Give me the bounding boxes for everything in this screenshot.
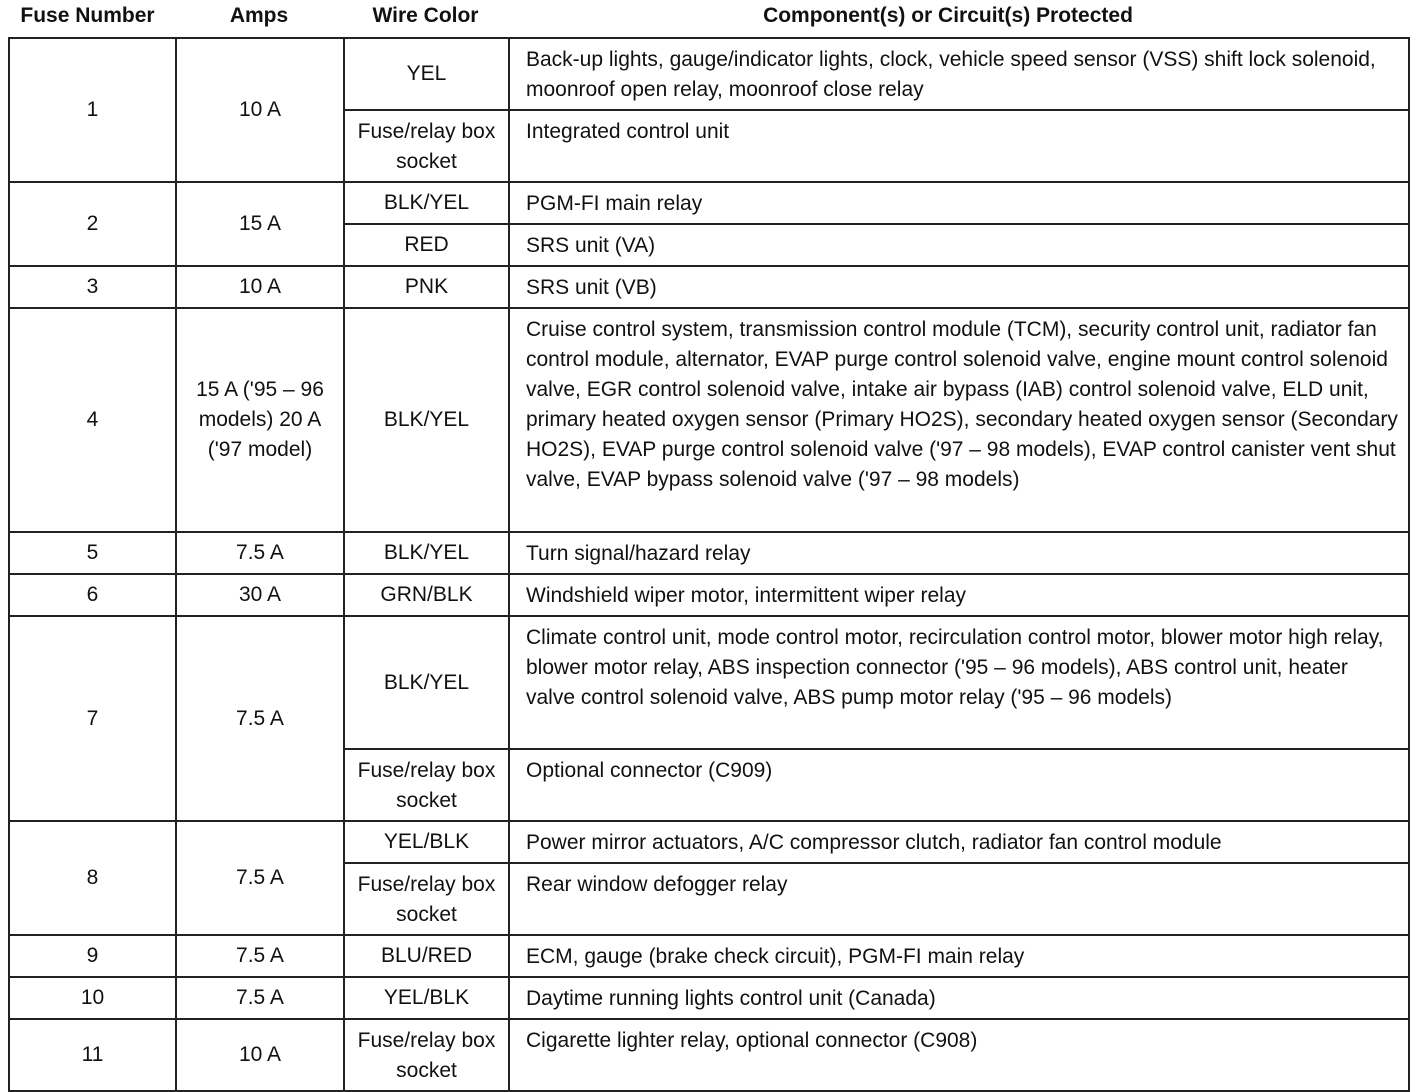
wire-color-cell: RED — [344, 224, 509, 266]
table-row — [9, 532, 1409, 574]
wire-color-cell: BLK/YEL — [344, 308, 509, 532]
component-cell: Turn signal/hazard relay — [509, 532, 1409, 574]
table-row — [9, 821, 1409, 863]
component-cell: Cigarette lighter relay, optional connector (C908) — [509, 1019, 1409, 1091]
table-row — [9, 935, 1409, 977]
fuse-number-cell: 1 — [9, 38, 176, 182]
component-cell: Daytime running lights control unit (Canada) — [509, 977, 1409, 1019]
header-fuse-number: Fuse Number — [20, 4, 155, 27]
component-cell: Rear window defogger relay — [509, 863, 1409, 935]
amps-cell: 10 A — [176, 38, 344, 182]
fuse-number-cell: 4 — [9, 308, 176, 532]
component-cell: Power mirror actuators, A/C compressor clutch, radiator fan control module — [509, 821, 1409, 863]
amps-cell: 15 A — [176, 182, 344, 266]
wire-color-cell: YEL/BLK — [344, 821, 509, 863]
amps-cell: 10 A — [176, 1019, 344, 1091]
component-cell: SRS unit (VB) — [509, 266, 1409, 308]
wire-color-cell: Fuse/relay box socket — [344, 749, 509, 821]
header-amps: Amps — [229, 4, 289, 27]
wire-color-cell: PNK — [344, 266, 509, 308]
wire-color-cell: Fuse/relay box socket — [344, 1019, 509, 1091]
wire-color-cell: BLK/YEL — [344, 532, 509, 574]
wire-color-cell: Fuse/relay box socket — [344, 110, 509, 182]
wire-color-cell: YEL — [344, 38, 509, 110]
amps-cell: 7.5 A — [176, 935, 344, 977]
fuse-number-cell: 5 — [9, 532, 176, 574]
fuse-table — [8, 37, 1410, 1092]
wire-color-cell: BLU/RED — [344, 935, 509, 977]
wire-color-cell: BLK/YEL — [344, 182, 509, 224]
component-cell: PGM-FI main relay — [509, 182, 1409, 224]
table-row — [9, 308, 1409, 532]
fuse-number-cell: 9 — [9, 935, 176, 977]
fuse-number-cell: 11 — [9, 1019, 176, 1091]
amps-cell: 10 A — [176, 266, 344, 308]
component-cell: Windshield wiper motor, intermittent wiper relay — [509, 574, 1409, 616]
wire-color-cell: Fuse/relay box socket — [344, 863, 509, 935]
table-row — [9, 574, 1409, 616]
amps-cell: 7.5 A — [176, 821, 344, 935]
amps-cell: 7.5 A — [176, 532, 344, 574]
table-row — [9, 266, 1409, 308]
amps-cell: 15 A ('95 – 96 models) 20 A ('97 model) — [176, 308, 344, 532]
fuse-number-cell: 2 — [9, 182, 176, 266]
wire-color-cell: BLK/YEL — [344, 616, 509, 749]
component-cell: ECM, gauge (brake check circuit), PGM-FI main relay — [509, 935, 1409, 977]
fuse-number-cell: 8 — [9, 821, 176, 935]
fuse-number-cell: 7 — [9, 616, 176, 821]
table-row — [9, 977, 1409, 1019]
amps-cell: 7.5 A — [176, 616, 344, 821]
component-cell: Integrated control unit — [509, 110, 1409, 182]
table-row — [9, 616, 1409, 749]
fuse-number-cell: 3 — [9, 266, 176, 308]
component-cell: Optional connector (C909) — [509, 749, 1409, 821]
component-cell: Climate control unit, mode control motor, recirculation control motor, blower motor high relay, blower motor relay, ABS inspection connector ('95 – 96 models), ABS control unit, heater valve control solenoid valve, ABS pump motor relay ('95 – 96 models) — [509, 616, 1409, 749]
amps-cell: 30 A — [176, 574, 344, 616]
wire-color-cell: GRN/BLK — [344, 574, 509, 616]
header-wire-color: Wire Color — [372, 4, 479, 27]
amps-cell: 7.5 A — [176, 977, 344, 1019]
table-row — [9, 38, 1409, 110]
header-components: Component(s) or Circuit(s) Protected — [763, 4, 1133, 27]
table-row — [9, 182, 1409, 224]
table-row — [9, 1019, 1409, 1091]
component-cell: Back-up lights, gauge/indicator lights, clock, vehicle speed sensor (VSS) shift lock solenoid, moonroof open relay, moonroof close relay — [509, 38, 1409, 110]
component-cell: SRS unit (VA) — [509, 224, 1409, 266]
component-cell: Cruise control system, transmission control module (TCM), security control unit, radiator fan control module, alternator, EVAP purge control solenoid valve, engine mount control solenoid valve, EGR control solenoid valve, intake air bypass (IAB) control solenoid valve, ELD unit, primary heated oxygen sensor (Primary HO2S), secondary heated oxygen sensor (Secondary HO2S), EVAP purge control solenoid valve ('97 – 98 models), EVAP control canister vent shut valve, EVAP bypass solenoid valve ('97 – 98 models) — [509, 308, 1409, 532]
fuse-number-cell: 10 — [9, 977, 176, 1019]
wire-color-cell: YEL/BLK — [344, 977, 509, 1019]
fuse-number-cell: 6 — [9, 574, 176, 616]
